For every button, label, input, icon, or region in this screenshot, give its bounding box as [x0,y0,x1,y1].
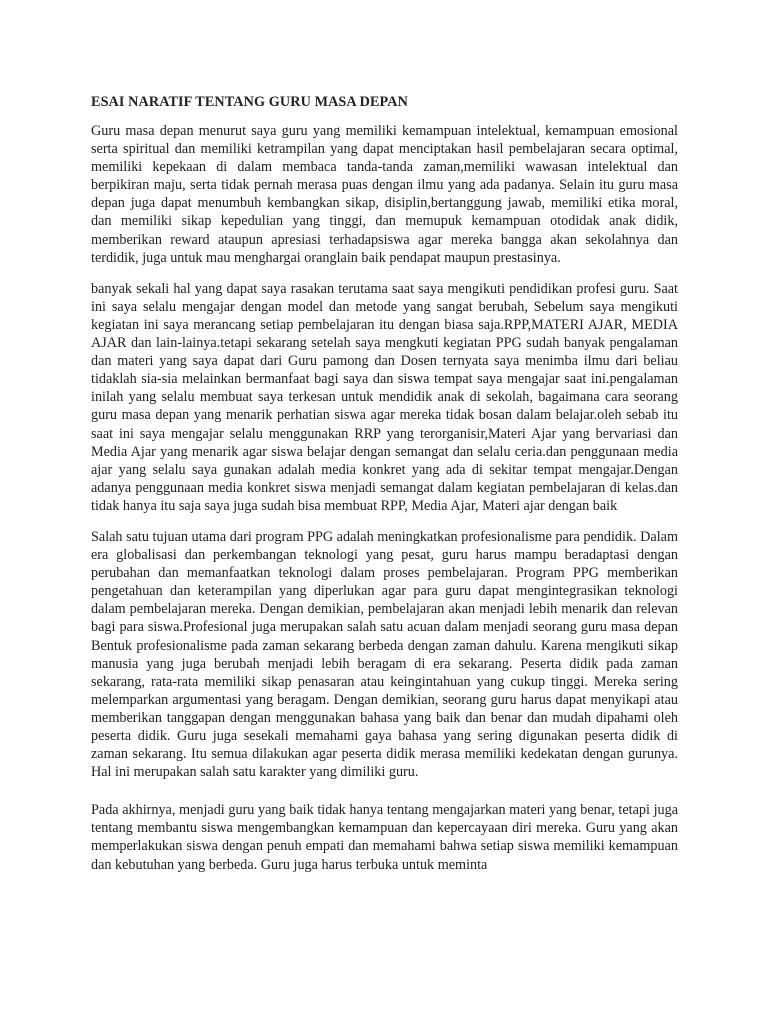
paragraph-1: Guru masa depan menurut saya guru yang memiliki kemampuan intelektual, kemampuan emosional serta spiritual dan memiliki ketrampilan yang dapat menciptakan hasil pembelajaran secara optimal, memiliki kepekaan di dalam membaca tanda-tanda zaman,memiliki wawasan intelektual dan berpikiran maju, serta tidak pernah merasa puas dengan ilmu yang ada padanya. Selain itu guru masa depan juga dapat menumbuh kembangkan sikap, disiplin,bertanggung jawab, memiliki etika moral, dan memiliki sikap kepedulian yang tinggi, dan memupuk kemampuan otodidak anak didik, memberikan reward ataupun apresiasi terhadapsiswa agar mereka bangga akan sekolahnya dan terdidik, juga untuk mau menghargai oranglain baik pendapat maupun prestasinya. [91,123,678,266]
paragraph-2: banyak sekali hal yang dapat saya rasakan terutama saat saya mengikuti pendidikan profesi guru. Saat ini saya selalu mengajar dengan model dan metode yang sangat berubah, Sebelum saya mengikuti kegiatan ini saya merancang setiap pembelajaran itu dengan biasa saja.RPP,MATERI AJAR, MEDIA AJAR dan lain-lainya.tetapi sekarang setelah saya mengkuti kegiatan PPG sudah banyak pengalaman dan materi yang saya dapat dari Guru pamong dan Dosen ternyata saya menimba ilmu dari beliau tidaklah sia-sia melainkan bermanfaat bagi saya dan siswa tempat saya mengajar saat ini.pengalaman inilah yang selalu membuat saya terkesan untuk mendidik anak di sekolah, bagaimana cara seorang guru masa depan yang menarik perhatian siswa agar mereka tidak bosan dalam belajar.oleh sebab itu saat ini saya mengajar selalu menggunakan RRP yang terorganisir,Materi Ajar yang bervariasi dan Media Ajar yang menarik agar siswa belajar dengan semangat dan selalu ceria.dan penggunaan media ajar yang selalu saya gunakan adalah media konkret yang ada di sekitar tempat mengajar.Dengan adanya penggunaan media konkret siswa menjadi semangat dalam kegiatan pembelajaran di kelas.dan tidak hanya itu saja saya juga sudah bisa membuat RPP, Media Ajar, Materi ajar dengan baik [91,280,678,514]
document-title: ESAI NARATIF TENTANG GURU MASA DEPAN [91,94,408,110]
paragraph-4: Pada akhirnya, menjadi guru yang baik tidak hanya tentang mengajarkan materi yang benar, tetapi juga tentang membantu siswa mengembangkan kemampuan dan kepercayaan diri mereka. Guru yang akan memperlakukan siswa dengan penuh empati dan memahami bahwa setiap siswa memiliki kemampuan dan kebutuhan yang berbeda. Guru juga harus terbuka untuk meminta [91,802,678,873]
paragraph-3: Salah satu tujuan utama dari program PPG adalah meningkatkan profesionalisme para pendidik. Dalam era globalisasi dan perkembangan teknologi yang pesat, guru harus mampu beradaptasi dengan perubahan dan memanfaatkan teknologi dalam proses pembelajaran. Program PPG memberikan pengetahuan dan keterampilan yang diperlukan agar para guru dapat mengintegrasikan teknologi dalam pembelajaran mereka. Dengan demikian, pembelajaran akan menjadi lebih menarik dan relevan bagi para siswa.Profesional juga merupakan salah satu acuan dalam menjadi seorang guru masa depan Bentuk profesionalisme pada zaman sekarang berbeda dengan zaman dahulu. Karena mengikuti sikap manusia yang juga berubah menjadi lebih beragam di era sekarang. Peserta didik pada zaman sekarang, rata-rata memiliki sikap penasaran atau keingintahuan yang cukup tinggi. Mereka sering melemparkan argumentasi yang beragam. Dengan demikian, seorang guru harus dapat menyikapi atau memberikan tanggapan dengan menggunakan bahasa yang baik dan benar dan mudah dipahami oleh peserta didik. Guru juga sesekali memahami gaya bahasa yang sering digunakan peserta didik di zaman sekarang. Itu semua dilakukan agar peserta didik merasa memiliki kedekatan dengan gurunya. Hal ini merupakan salah satu karakter yang dimiliki guru. [91,528,678,781]
